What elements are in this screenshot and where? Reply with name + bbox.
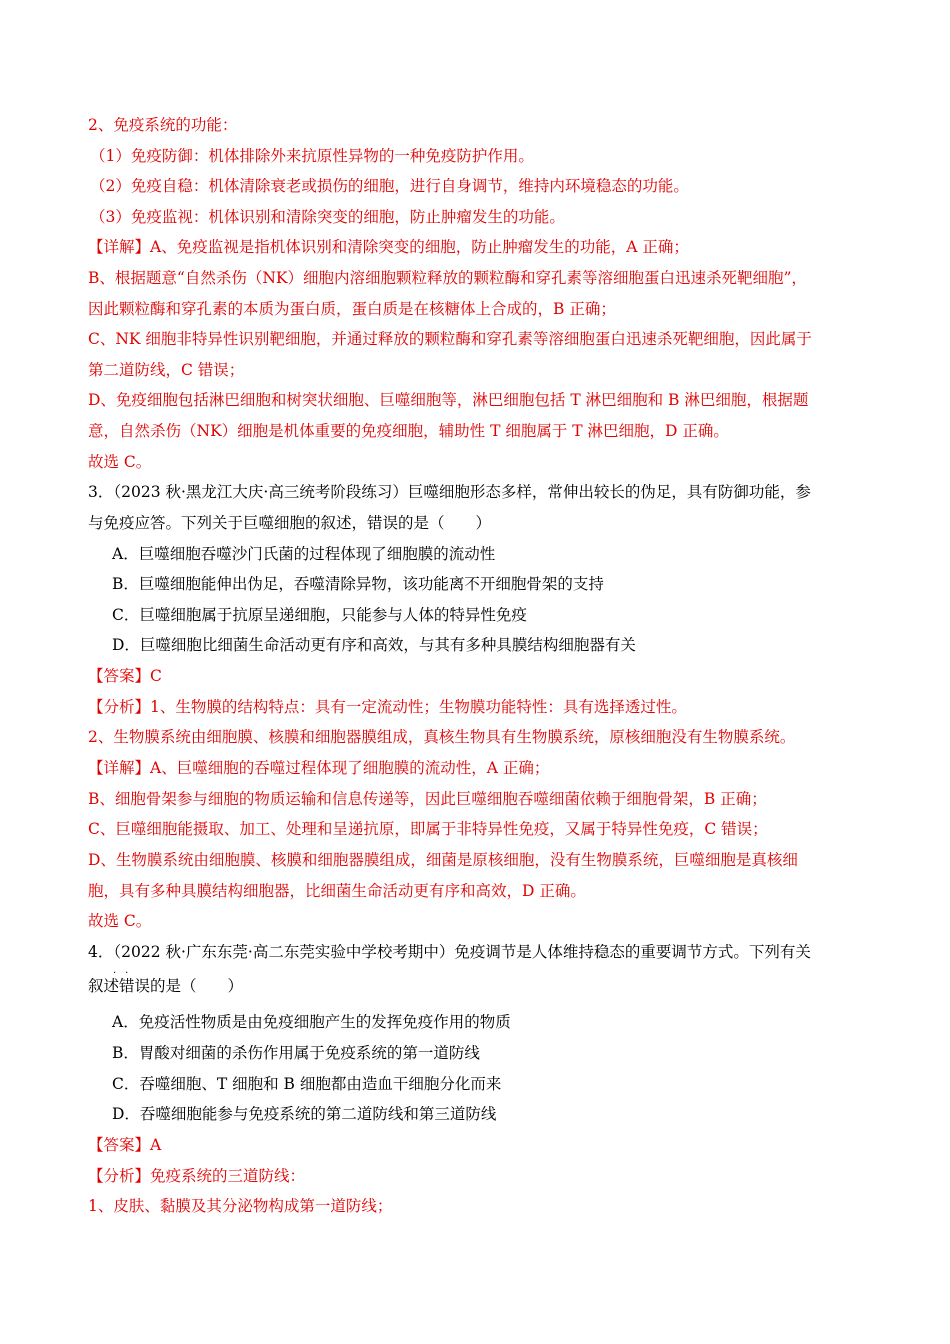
option-c: C．吞噬细胞、T 细胞和 B 细胞都由造血干细胞分化而来	[112, 1075, 502, 1093]
emphasis-dots: ··	[113, 968, 138, 979]
option-d: D．巨噬细胞比细菌生命活动更有序和高效，与其有多种具膜结构细胞器有关	[112, 636, 636, 654]
text-line: B、细胞骨架参与细胞的物质运输和信息传递等，因此巨噬细胞吞噬细菌依赖于细胞骨架，B 正确；	[88, 790, 767, 808]
question-stem: 4．（2022 秋·广东东莞·高二东莞实验中学校考期中）免疫调节是人体维持稳态的重要调节方式。下列有关	[88, 943, 811, 961]
text-line: D、生物膜系统由细胞膜、核膜和细胞器膜组成，细菌是原核细胞，没有生物膜系统，巨噬细胞是真核细	[88, 851, 798, 869]
option-d: D．吞噬细胞能参与免疫系统的第二道防线和第三道防线	[112, 1105, 497, 1123]
text-line: 【详解】A、免疫监视是指机体识别和清除突变的细胞，防止肿瘤发生的功能，A 正确；	[88, 238, 689, 256]
text-line: 【详解】A、巨噬细胞的吞噬过程体现了细胞膜的流动性，A 正确；	[88, 759, 550, 777]
text-line: 【分析】1、生物膜的结构特点：具有一定流动性；生物膜功能特性：具有选择透过性。	[88, 698, 687, 716]
text-line: 【分析】免疫系统的三道防线：	[88, 1167, 306, 1185]
text-line: C、巨噬细胞能摄取、加工、处理和呈递抗原，即属于非特异性免疫，又属于特异性免疫，C 错误；	[88, 820, 768, 838]
question-stem: 叙述错误的是（ ）	[88, 977, 244, 995]
text-line: 2、生物膜系统由细胞膜、核膜和细胞器膜组成，真核生物具有生物膜系统，原核细胞没有生物膜系统。	[88, 728, 796, 746]
text-line: 故选 C。	[88, 912, 152, 930]
question-stem: 3．（2023 秋·黑龙江大庆·高三统考阶段练习）巨噬细胞形态多样，常伸出较长的伪足，具有防御功能，参	[88, 483, 811, 501]
question-stem: 与免疫应答。下列关于巨噬细胞的叙述，错误的是（ ）	[88, 514, 492, 532]
text-line: 故选 C。	[88, 453, 152, 471]
text-line: （1）免疫防御：机体排除外来抗原性异物的一种免疫防护作用。	[90, 147, 534, 165]
text-line: 1、皮肤、黏膜及其分泌物构成第一道防线；	[88, 1197, 393, 1215]
option-b: B．胃酸对细菌的杀伤作用属于免疫系统的第一道防线	[112, 1044, 480, 1062]
option-a: A．免疫活性物质是由免疫细胞产生的发挥免疫作用的物质	[112, 1013, 511, 1031]
text-line: 第二道防线，C 错误；	[88, 361, 245, 379]
option-c: C．巨噬细胞属于抗原呈递细胞，只能参与人体的特异性免疫	[112, 606, 527, 624]
text-line: B、根据题意“自然杀伤（NK）细胞内溶细胞颗粒释放的颗粒酶和穿孔素等溶细胞蛋白迅速杀死靶细胞”，	[88, 269, 807, 287]
text-line: 2、免疫系统的功能：	[88, 116, 238, 134]
text-line: 意，自然杀伤（NK）细胞是机体重要的免疫细胞，辅助性 T 细胞属于 T 淋巴细胞，D 正确。	[88, 422, 729, 440]
text-line: 胞，具有多种具膜结构细胞器，比细菌生命活动更有序和高效，D 正确。	[88, 882, 586, 900]
text-line: （3）免疫监视：机体识别和清除突变的细胞，防止肿瘤发生的功能。	[90, 208, 565, 226]
text-line: D、免疫细胞包括淋巴细胞和树突状细胞、巨噬细胞等，淋巴细胞包括 T 淋巴细胞和 B 淋巴细胞，根据题	[88, 391, 809, 409]
text-line: C、NK 细胞非特异性识别靶细胞，并通过释放的颗粒酶和穿孔素等溶细胞蛋白迅速杀死靶细胞，因此属于	[88, 330, 812, 348]
answer-line: 【答案】C	[88, 667, 162, 685]
text-line: 因此颗粒酶和穿孔素的本质为蛋白质，蛋白质是在核糖体上合成的，B 正确；	[88, 300, 616, 318]
text-line: （2）免疫自稳：机体清除衰老或损伤的细胞，进行自身调节，维持内环境稳态的功能。	[90, 177, 689, 195]
answer-line: 【答案】A	[88, 1136, 162, 1154]
option-b: B．巨噬细胞能伸出伪足，吞噬清除异物，该功能离不开细胞骨架的支持	[112, 575, 604, 593]
option-a: A．巨噬细胞吞噬沙门氏菌的过程体现了细胞膜的流动性	[112, 545, 496, 563]
